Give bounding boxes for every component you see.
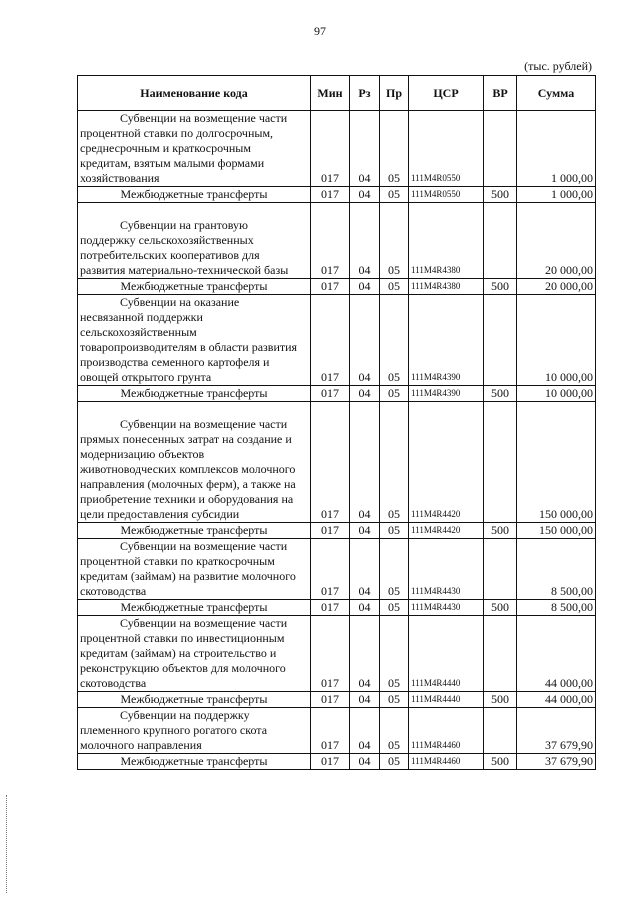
cell-name bbox=[78, 600, 311, 616]
cell-sum: 44 000,00 bbox=[517, 692, 596, 708]
cell-name-line: Межбюджетные трансферты bbox=[120, 386, 268, 400]
cell-vr: 500 bbox=[484, 187, 517, 203]
cell-pr: 05 bbox=[380, 692, 409, 708]
cell-csr: 111M4R4440 bbox=[409, 692, 484, 708]
cell-name-line: цели предоставления субсидии bbox=[80, 507, 240, 521]
cell-min: 017 bbox=[311, 692, 350, 708]
cell-vr: 500 bbox=[484, 386, 517, 402]
cell-min: 017 bbox=[311, 187, 350, 203]
cell-name-line: направления (молочных ферм), а также на bbox=[80, 477, 296, 491]
cell-name-line bbox=[80, 203, 308, 218]
cell-pr: 05 bbox=[380, 386, 409, 402]
cell-sum: 150 000,00 bbox=[517, 402, 596, 523]
cell-name-line: Межбюджетные трансферты bbox=[120, 754, 268, 768]
cell-name-line: Субвенции на поддержку bbox=[120, 708, 250, 722]
cell-rz: 04 bbox=[350, 692, 380, 708]
cell-name-line: кредитам (займам) на строительство и bbox=[80, 646, 277, 660]
cell-name bbox=[78, 111, 311, 187]
cell-sum: 1 000,00 bbox=[517, 111, 596, 187]
cell-name bbox=[78, 203, 311, 279]
cell-csr: 111M4R4430 bbox=[409, 539, 484, 600]
cell-csr: 111M4R4380 bbox=[409, 203, 484, 279]
header-min: Мин bbox=[311, 76, 350, 111]
cell-csr: 111M4R4460 bbox=[409, 708, 484, 754]
cell-name-line: процентной ставки по краткосрочным bbox=[80, 554, 275, 568]
cell-sum: 150 000,00 bbox=[517, 523, 596, 539]
cell-name bbox=[78, 386, 311, 402]
cell-pr: 05 bbox=[380, 279, 409, 295]
cell-vr: 500 bbox=[484, 523, 517, 539]
cell-min: 017 bbox=[311, 708, 350, 754]
cell-rz: 04 bbox=[350, 539, 380, 600]
cell-name-line: Межбюджетные трансферты bbox=[120, 523, 268, 537]
page-number: 97 bbox=[314, 24, 326, 38]
cell-vr: 500 bbox=[484, 754, 517, 770]
cell-name-line: поддержку сельскохозяйственных bbox=[80, 233, 254, 247]
cell-sum: 20 000,00 bbox=[517, 203, 596, 279]
cell-name-line: несвязанной поддержки bbox=[80, 310, 203, 324]
cell-csr: 111M4R4430 bbox=[409, 600, 484, 616]
cell-name bbox=[78, 616, 311, 692]
cell-name-line: кредитам (займам) на развитие молочного bbox=[80, 569, 296, 583]
cell-pr: 05 bbox=[380, 187, 409, 203]
cell-name-line: реконструкцию объектов для молочного bbox=[80, 661, 286, 675]
cell-rz: 04 bbox=[350, 616, 380, 692]
cell-csr: 111M4R4420 bbox=[409, 402, 484, 523]
cell-name-line: модернизацию объектов bbox=[80, 447, 205, 461]
cell-name bbox=[78, 402, 311, 523]
margin-mark bbox=[6, 795, 9, 893]
cell-rz: 04 bbox=[350, 523, 380, 539]
table-row-subvention bbox=[78, 539, 596, 600]
cell-csr: 111M4R4390 bbox=[409, 386, 484, 402]
cell-name-line: Субвенции на возмещение части bbox=[120, 417, 288, 431]
cell-sum: 8 500,00 bbox=[517, 539, 596, 600]
table-row-transfer bbox=[78, 386, 596, 402]
cell-min: 017 bbox=[311, 279, 350, 295]
cell-pr: 05 bbox=[380, 616, 409, 692]
cell-rz: 04 bbox=[350, 187, 380, 203]
cell-vr bbox=[484, 203, 517, 279]
cell-min: 017 bbox=[311, 539, 350, 600]
cell-vr bbox=[484, 708, 517, 754]
cell-sum: 10 000,00 bbox=[517, 386, 596, 402]
cell-vr: 500 bbox=[484, 692, 517, 708]
cell-csr: 111M4R0550 bbox=[409, 187, 484, 203]
cell-min: 017 bbox=[311, 203, 350, 279]
table-row-subvention bbox=[78, 402, 596, 523]
header-name: Наименование кода bbox=[78, 76, 311, 111]
cell-name-line: молочного направления bbox=[80, 738, 202, 752]
cell-rz: 04 bbox=[350, 203, 380, 279]
cell-name bbox=[78, 708, 311, 754]
cell-vr: 500 bbox=[484, 279, 517, 295]
cell-min: 017 bbox=[311, 111, 350, 187]
table-row-transfer bbox=[78, 600, 596, 616]
cell-pr: 05 bbox=[380, 708, 409, 754]
cell-name-line: кредитам, взятым малыми формами bbox=[80, 156, 265, 170]
header-pr: Пр bbox=[380, 76, 409, 111]
cell-name bbox=[78, 523, 311, 539]
cell-csr: 111M4R4420 bbox=[409, 523, 484, 539]
table-header-row bbox=[78, 76, 596, 111]
cell-name-line: развития материально-технической базы bbox=[80, 263, 289, 277]
cell-vr bbox=[484, 295, 517, 386]
cell-pr: 05 bbox=[380, 203, 409, 279]
cell-name-line: Межбюджетные трансферты bbox=[120, 187, 268, 201]
cell-pr: 05 bbox=[380, 600, 409, 616]
cell-vr: 500 bbox=[484, 600, 517, 616]
cell-name-line: Межбюджетные трансферты bbox=[120, 692, 268, 706]
cell-name-line: Субвенции на возмещение части bbox=[120, 616, 288, 630]
cell-pr: 05 bbox=[380, 402, 409, 523]
cell-csr: 111M4R4380 bbox=[409, 279, 484, 295]
cell-rz: 04 bbox=[350, 754, 380, 770]
cell-name bbox=[78, 279, 311, 295]
table-row-subvention bbox=[78, 616, 596, 692]
cell-name-line: процентной ставки по инвестиционным bbox=[80, 631, 285, 645]
header-sum: Сумма bbox=[517, 76, 596, 111]
cell-rz: 04 bbox=[350, 111, 380, 187]
cell-rz: 04 bbox=[350, 708, 380, 754]
cell-name-line: скотоводства bbox=[80, 584, 147, 598]
cell-name-line: Межбюджетные трансферты bbox=[120, 279, 268, 293]
table-row-subvention bbox=[78, 203, 596, 279]
cell-sum: 1 000,00 bbox=[517, 187, 596, 203]
cell-name-line: среднесрочным и краткосрочным bbox=[80, 141, 251, 155]
cell-sum: 37 679,90 bbox=[517, 754, 596, 770]
table-row-transfer bbox=[78, 187, 596, 203]
cell-csr: 111M4R4440 bbox=[409, 616, 484, 692]
cell-rz: 04 bbox=[350, 600, 380, 616]
cell-name-line: прямых понесенных затрат на создание и bbox=[80, 432, 292, 446]
header-csr: ЦСР bbox=[409, 76, 484, 111]
cell-vr bbox=[484, 402, 517, 523]
header-rz: Рз bbox=[350, 76, 380, 111]
cell-min: 017 bbox=[311, 523, 350, 539]
units-label: (тыс. рублей) bbox=[524, 59, 592, 73]
cell-name-line: хозяйствования bbox=[80, 171, 160, 185]
cell-pr: 05 bbox=[380, 295, 409, 386]
cell-vr bbox=[484, 539, 517, 600]
cell-pr: 05 bbox=[380, 523, 409, 539]
cell-vr bbox=[484, 616, 517, 692]
cell-name-line: Субвенции на возмещение части bbox=[120, 539, 288, 553]
budget-table bbox=[77, 75, 596, 770]
cell-min: 017 bbox=[311, 386, 350, 402]
cell-sum: 10 000,00 bbox=[517, 295, 596, 386]
cell-rz: 04 bbox=[350, 279, 380, 295]
table-row-subvention bbox=[78, 295, 596, 386]
cell-name-line: животноводческих комплексов молочного bbox=[80, 462, 296, 476]
cell-csr: 111M4R4460 bbox=[409, 754, 484, 770]
cell-name-line: Межбюджетные трансферты bbox=[120, 600, 268, 614]
cell-name-line: сельскохозяйственным bbox=[80, 325, 197, 339]
cell-min: 017 bbox=[311, 616, 350, 692]
cell-sum: 20 000,00 bbox=[517, 279, 596, 295]
cell-rz: 04 bbox=[350, 402, 380, 523]
cell-name-line bbox=[80, 402, 308, 417]
cell-pr: 05 bbox=[380, 754, 409, 770]
cell-rz: 04 bbox=[350, 386, 380, 402]
table-row-subvention bbox=[78, 111, 596, 187]
cell-name-line: скотоводства bbox=[80, 676, 147, 690]
cell-min: 017 bbox=[311, 600, 350, 616]
cell-name bbox=[78, 187, 311, 203]
cell-min: 017 bbox=[311, 295, 350, 386]
table-row-transfer bbox=[78, 754, 596, 770]
cell-pr: 05 bbox=[380, 111, 409, 187]
cell-csr: 111M4R4390 bbox=[409, 295, 484, 386]
table-row-subvention bbox=[78, 708, 596, 754]
table-row-transfer bbox=[78, 523, 596, 539]
cell-rz: 04 bbox=[350, 295, 380, 386]
cell-csr: 111M4R0550 bbox=[409, 111, 484, 187]
cell-name-line: Субвенции на грантовую bbox=[120, 218, 248, 232]
header-vr: ВР bbox=[484, 76, 517, 111]
cell-name-line: товаропроизводителям в области развития bbox=[80, 340, 298, 354]
cell-min: 017 bbox=[311, 754, 350, 770]
cell-name-line: процентной ставки по долгосрочным, bbox=[80, 126, 274, 140]
cell-name-line: племенного крупного рогатого скота bbox=[80, 723, 268, 737]
cell-sum: 37 679,90 bbox=[517, 708, 596, 754]
cell-name-line: Субвенции на оказание bbox=[120, 295, 240, 309]
cell-name-line: овощей открытого грунта bbox=[80, 370, 212, 384]
cell-sum: 8 500,00 bbox=[517, 600, 596, 616]
cell-name bbox=[78, 295, 311, 386]
cell-name-line: потребительских кооперативов для bbox=[80, 248, 260, 262]
cell-name-line: производства семенного картофеля и bbox=[80, 355, 270, 369]
cell-pr: 05 bbox=[380, 539, 409, 600]
table-row-transfer bbox=[78, 279, 596, 295]
cell-sum: 44 000,00 bbox=[517, 616, 596, 692]
cell-name-line: приобретение техники и оборудования на bbox=[80, 492, 294, 506]
cell-name bbox=[78, 539, 311, 600]
table-body bbox=[78, 111, 596, 770]
cell-name bbox=[78, 754, 311, 770]
table-row-transfer bbox=[78, 692, 596, 708]
cell-name bbox=[78, 692, 311, 708]
cell-name-line: Субвенции на возмещение части bbox=[120, 111, 288, 125]
cell-min: 017 bbox=[311, 402, 350, 523]
cell-vr bbox=[484, 111, 517, 187]
